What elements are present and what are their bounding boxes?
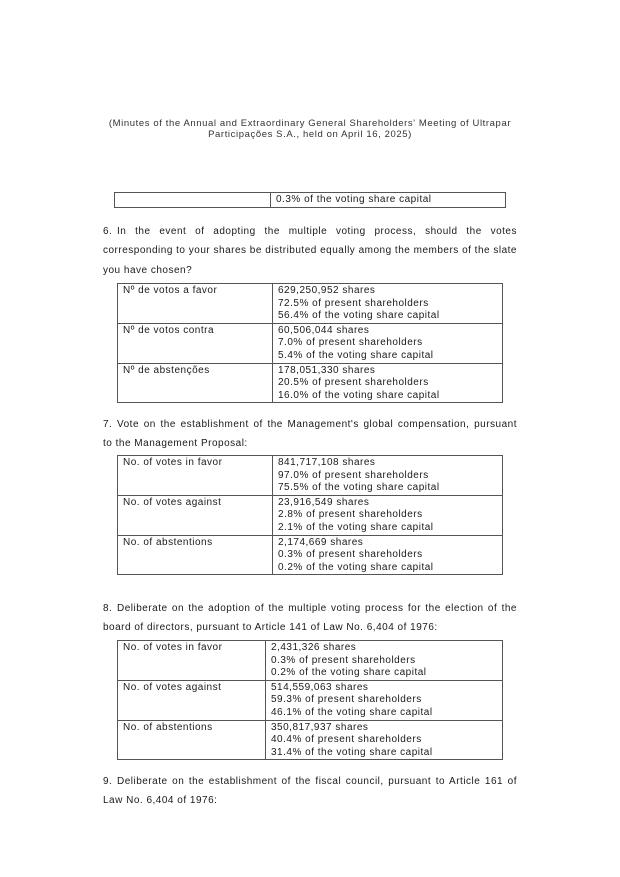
present-pct-value: 59.3% of present shareholders <box>271 694 422 706</box>
label-cell <box>115 193 271 208</box>
item-number: 6. <box>103 226 113 237</box>
agenda-item-8 <box>103 599 517 638</box>
row-label: No. of votes in favor <box>118 641 266 681</box>
item-text: Vote on the establishment of the Management's global compensation, pursuant to the Management Proposal: <box>103 419 517 450</box>
table-row <box>118 284 503 324</box>
capital-pct-value: 5.4% of the voting share capital <box>278 349 434 361</box>
shares-value: 178,051,330 shares <box>278 364 376 376</box>
table-row <box>118 495 503 535</box>
present-pct-value: 72.5% of present shareholders <box>278 297 429 309</box>
shares-value: 514,559,063 shares <box>271 681 369 693</box>
row-label: Nº de votos a favor <box>118 284 273 324</box>
row-values <box>273 284 503 324</box>
capital-pct-value: 0.2% of the voting share capital <box>271 667 427 679</box>
item-number: 8. <box>103 603 113 614</box>
present-pct-value: 20.5% of present shareholders <box>278 377 429 389</box>
row-label: No. of abstentions <box>118 535 273 575</box>
row-label: Nº de votos contra <box>118 323 273 363</box>
value-cell <box>271 193 506 208</box>
table-row <box>118 323 503 363</box>
table-row <box>118 535 503 575</box>
capital-pct-value: 46.1% of the voting share capital <box>271 706 433 718</box>
row-values <box>266 641 503 681</box>
item-text: In the event of adopting the multiple voting process, should the votes corresponding to your shares be distributed equally among the members of the slate you have chosen? <box>103 226 517 276</box>
row-values <box>273 456 503 496</box>
shares-value: 350,817,937 shares <box>271 721 369 733</box>
capital-pct-value: 0.2% of the voting share capital <box>278 561 434 573</box>
row-label: No. of votes against <box>118 680 266 720</box>
present-pct-value: 97.0% of present shareholders <box>278 469 429 481</box>
capital-pct-value: 75.5% of the voting share capital <box>278 482 440 494</box>
capital-pct-value: 16.0% of the voting share capital <box>278 389 440 401</box>
present-pct-value: 40.4% of present shareholders <box>271 734 422 746</box>
present-pct-value: 0.3% of present shareholders <box>271 654 416 666</box>
shares-value: 2,431,326 shares <box>271 642 357 653</box>
shares-value: 60,506,044 shares <box>278 324 370 336</box>
present-pct-value: 2.8% of present shareholders <box>278 509 423 521</box>
agenda-item-9 <box>103 772 517 811</box>
row-values <box>266 680 503 720</box>
capital-pct-value: 31.4% of the voting share capital <box>271 746 433 758</box>
row-values <box>273 495 503 535</box>
present-pct-value: 7.0% of present shareholders <box>278 337 423 349</box>
row-values <box>266 720 503 760</box>
item-text: Deliberate on the adoption of the multiple voting process for the election of the board of directors, pursuant to Article 141 of Law No. 6,404 of 1976: <box>103 603 517 634</box>
document-header <box>100 118 520 140</box>
table-row <box>118 456 503 496</box>
agenda-item-7 <box>103 415 517 454</box>
row-values <box>273 535 503 575</box>
header-line-1: (Minutes of the Annual and Extraordinary General Shareholders' Meeting of Ultrapar <box>108 118 512 129</box>
voting-capital-value: 0.3% of the voting share capital <box>276 194 432 205</box>
table-row <box>118 363 503 403</box>
agenda-item-6 <box>103 222 517 280</box>
vote-results-table-6 <box>117 283 503 403</box>
row-label: Nº de abstenções <box>118 363 273 403</box>
shares-value: 841,717,108 shares <box>278 457 376 468</box>
item-number: 7. <box>103 419 113 430</box>
vote-results-table-8 <box>117 640 503 760</box>
table-row <box>118 641 503 681</box>
item-number: 9. <box>103 776 113 787</box>
present-pct-value: 0.3% of present shareholders <box>278 549 423 561</box>
vote-results-table-7 <box>117 455 503 575</box>
row-label: No. of abstentions <box>118 720 266 760</box>
capital-pct-value: 2.1% of the voting share capital <box>278 521 434 533</box>
item-text: Deliberate on the establishment of the fiscal council, pursuant to Article 161 of Law No. 6,404 of 1976: <box>103 776 517 807</box>
row-values <box>273 363 503 403</box>
table-row <box>118 720 503 760</box>
header-line-2: Participações S.A., held on April 16, 2025) <box>208 129 412 140</box>
shares-value: 2,174,669 shares <box>278 536 364 548</box>
table-row <box>115 193 506 208</box>
shares-value: 629,250,952 shares <box>278 285 376 296</box>
row-values <box>273 323 503 363</box>
capital-pct-value: 56.4% of the voting share capital <box>278 310 440 322</box>
table-row <box>118 680 503 720</box>
row-label: No. of votes against <box>118 495 273 535</box>
shares-value: 23,916,549 shares <box>278 496 370 508</box>
continued-results-table <box>114 192 506 208</box>
row-label: No. of votes in favor <box>118 456 273 496</box>
